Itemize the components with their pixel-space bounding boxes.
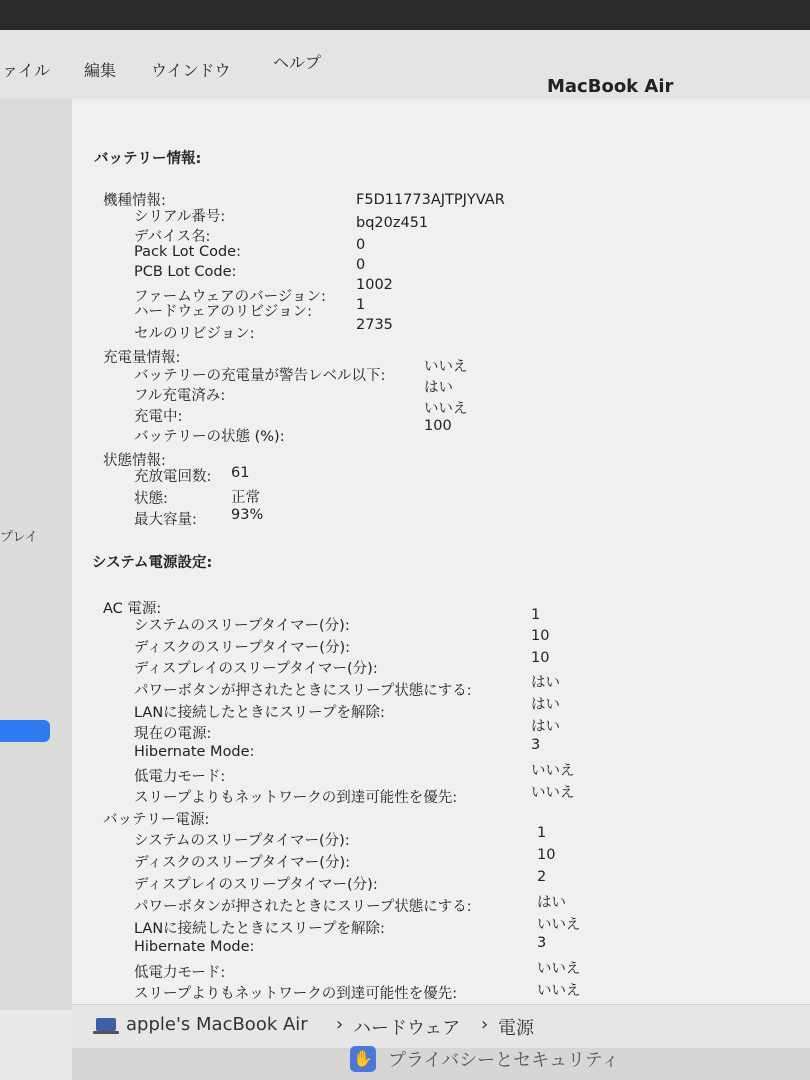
menu-file[interactable]: ァイル: [2, 61, 51, 80]
field-label: Hibernate Mode:: [134, 744, 255, 760]
sidebar-selected-item[interactable]: [0, 720, 50, 742]
group-heading-ac: AC 電源:: [103, 601, 162, 617]
group-heading-battery-power: バッテリー電源:: [103, 812, 210, 828]
field-label: セルのリビジョン:: [134, 326, 255, 342]
field-value: 10: [537, 847, 556, 863]
field-value: 3: [537, 935, 547, 951]
sidebar-item-display[interactable]: プレイ: [0, 530, 38, 545]
field-value: いいえ: [537, 961, 581, 977]
menu-edit[interactable]: 編集: [84, 61, 117, 80]
field-label: 最大容量:: [134, 512, 197, 528]
sidebar: [0, 98, 72, 1010]
field-value: はい: [531, 697, 560, 713]
breadcrumb-item-hardware[interactable]: ハードウェア: [353, 1018, 461, 1039]
field-value: 正常: [231, 490, 260, 506]
field-value: bq20z451: [356, 215, 429, 231]
breadcrumb-separator-icon: ›: [481, 1014, 489, 1035]
field-value: 61: [231, 465, 250, 481]
field-value: 10: [531, 628, 550, 644]
field-value: はい: [531, 719, 560, 735]
field-value: いいえ: [424, 359, 468, 375]
menu-bar: [0, 30, 810, 98]
field-value: 2735: [356, 317, 393, 333]
field-label: システムのスリープタイマー(分):: [134, 618, 350, 634]
field-value: 0: [356, 237, 366, 253]
field-label: スリープよりもネットワークの到達可能性を優先:: [134, 986, 458, 1002]
field-label: 充電中:: [134, 409, 183, 425]
field-value: いいえ: [537, 917, 581, 933]
field-label: ファームウェアのバージョン:: [134, 289, 326, 305]
field-label: 状態:: [134, 491, 168, 507]
group-heading-charge: 充電量情報:: [103, 350, 181, 366]
field-value: 1: [531, 607, 541, 623]
field-value: はい: [537, 895, 566, 911]
privacy-security-label[interactable]: プライバシーとセキュリティ: [388, 1050, 620, 1071]
field-value: はい: [531, 675, 560, 691]
field-label: 充放電回数:: [134, 469, 212, 485]
field-label: ディスプレイのスリープタイマー(分):: [134, 877, 378, 893]
field-label: ディスプレイのスリープタイマー(分):: [134, 661, 378, 677]
field-label: パワーボタンが押されたときにスリープ状態にする:: [134, 899, 472, 915]
field-label: 低電力モード:: [134, 769, 226, 785]
field-value: 1: [537, 825, 547, 841]
field-label: システムのスリープタイマー(分):: [134, 833, 350, 849]
field-label: バッテリーの充電量が警告レベル以下:: [134, 368, 386, 384]
field-value: F5D11773AJTPJYVAR: [356, 192, 505, 208]
field-label: デバイス名:: [134, 229, 211, 245]
group-heading-status: 状態情報:: [103, 453, 166, 469]
field-value: 1: [356, 297, 366, 313]
field-label: ディスクのスリープタイマー(分):: [134, 855, 351, 871]
field-label: Pack Lot Code:: [134, 244, 241, 260]
hand-icon: ✋: [350, 1046, 376, 1072]
field-label: シリアル番号:: [134, 209, 226, 225]
field-label: ハードウェアのリビジョン:: [134, 304, 313, 320]
section-heading-power: システム電源設定:: [92, 555, 213, 571]
menu-help[interactable]: ヘルプ: [273, 53, 322, 72]
field-value: いいえ: [531, 763, 575, 779]
field-label: バッテリーの状態 (%):: [134, 429, 285, 445]
field-value: いいえ: [537, 983, 581, 999]
breadcrumb-item-computer[interactable]: apple's MacBook Air: [126, 1014, 308, 1035]
breadcrumb-separator-icon: ›: [336, 1014, 344, 1035]
field-value: 1002: [356, 277, 393, 293]
field-value: いいえ: [424, 401, 468, 417]
field-value: 10: [531, 650, 550, 666]
field-value: 2: [537, 869, 547, 885]
field-label: スリープよりもネットワークの到達可能性を優先:: [134, 790, 458, 806]
field-value: 100: [424, 418, 452, 434]
field-value: いいえ: [531, 785, 575, 801]
field-value: 0: [356, 257, 366, 273]
field-label: ディスクのスリープタイマー(分):: [134, 640, 351, 656]
field-value: 3: [531, 737, 541, 753]
field-label: LANに接続したときにスリープを解除:: [134, 705, 385, 721]
breadcrumb-item-power[interactable]: 電源: [498, 1018, 534, 1039]
field-label: PCB Lot Code:: [134, 264, 237, 280]
field-label: 低電力モード:: [134, 965, 226, 981]
field-label: 現在の電源:: [134, 726, 212, 742]
menu-window[interactable]: ウインドウ: [151, 61, 231, 80]
section-heading-battery: バッテリー情報:: [94, 151, 202, 167]
group-heading-model: 機種情報:: [103, 193, 166, 209]
laptop-icon: [96, 1018, 116, 1031]
field-label: フル充電済み:: [134, 388, 226, 404]
field-label: LANに接続したときにスリープを解除:: [134, 921, 385, 937]
window-title: MacBook Air: [547, 76, 674, 97]
field-label: パワーボタンが押されたときにスリープ状態にする:: [134, 683, 472, 699]
field-value: 93%: [231, 507, 264, 523]
field-value: はい: [424, 380, 453, 396]
field-label: Hibernate Mode:: [134, 939, 255, 955]
